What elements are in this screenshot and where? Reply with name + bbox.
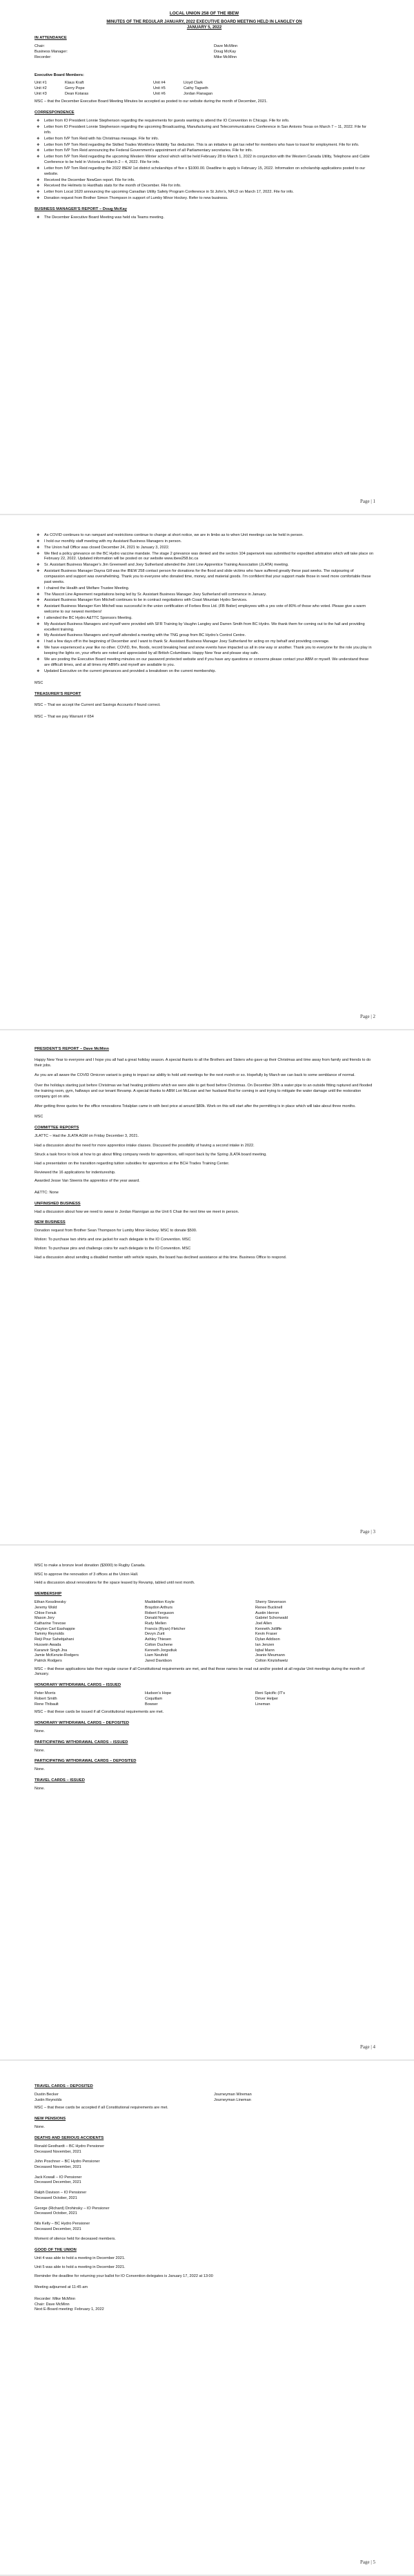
name-entry: Sherry Stevenson bbox=[255, 1600, 286, 1605]
name-entry: Donald Norris bbox=[145, 1616, 169, 1621]
name-entry: Reni Spicific (IT’s bbox=[255, 1691, 286, 1696]
subtitle-line-2: JANUARY 5, 2022 bbox=[186, 26, 222, 30]
page-number: Page | 2 bbox=[359, 1014, 375, 1020]
new-business-item: MSC to approve the renovation of 3 offices at the Union Hall. bbox=[34, 1572, 139, 1577]
name-entry: Jeremy Wold bbox=[34, 1605, 57, 1610]
committee-heading: COMMITTEE REPORTS bbox=[34, 1125, 79, 1130]
bm-report-item: ❖ I attended the BC Hydro A&TTC Sponsors Meeting. bbox=[34, 616, 374, 622]
bm-report-item: ❖ As COVID continues to run rampant and restrictions continue to change at short notice, we are in limbo as to when Unit meetings can be held in person. bbox=[34, 533, 374, 539]
unfinished-text: Had a discussion about how we need to swear in Jordan Flannigan as the Unit 6 Chair the next time we meet in person. bbox=[34, 1209, 239, 1214]
committee-item: Awarded Jesse Van Steenis the apprentice of the year award. bbox=[34, 1179, 140, 1184]
officer-name: Dave McMinn bbox=[214, 44, 238, 49]
section-none-text: None. bbox=[34, 1729, 45, 1734]
travel-deposited-list bbox=[34, 2093, 374, 2103]
president-msc: MSC bbox=[34, 1115, 43, 1119]
page-4 bbox=[0, 1546, 414, 2059]
bm-report-item: ❖ My Assistant Business Managers and myself were provided with SFR Training by Vaughn Langley and Darren Smith from BC Hydro. We thank them for coming out to the hall and providing excellent training. bbox=[34, 622, 374, 633]
correspondence-item: ❖ Letter from IVP Tom Reid regarding the upcoming Western Winter school which will be held February 28 to March 1, 2022 in conjunction with the Western Canada Utility, Telephone and Cable Conference to be held in Victoria on March 2 – 4, 2022. File for info. bbox=[34, 155, 374, 165]
honorary-withdrawal-deposited-heading: HONORARY WITHDRAWAL CARDS – DEPOSITED bbox=[34, 1721, 130, 1726]
name-entry: Ethan Kesslinesky bbox=[34, 1600, 66, 1605]
death-entry bbox=[34, 2144, 374, 2155]
name-entry: Liam Neufeld bbox=[145, 1653, 168, 1658]
death-entry bbox=[34, 2207, 374, 2217]
member-name: Gerry Pope bbox=[65, 86, 85, 90]
name-entry: Peter Morris bbox=[34, 1691, 56, 1696]
abttc-report: A&TTC: None bbox=[34, 1191, 59, 1195]
name-entry: Gabriel Schonwald bbox=[255, 1616, 288, 1621]
good-of-union-line: Unit 5 was able to hold a meeting in December 2021. bbox=[34, 2265, 126, 2269]
president-paragraph: After getting three quotes for the office renovations Totalplan came in with best price at around $80k. Work on this will start after the permitting is in place which will take about three months. bbox=[34, 1104, 356, 1109]
deceased-name: Nils Kelly – BC Hydro Pensioner bbox=[34, 2222, 90, 2227]
name-entry: Coquitlam bbox=[145, 1696, 163, 1701]
correspondence-item: ❖ Letter from IVP Tom Reid regarding the 2022 IBEW 1st district scholarships of five x $1000.00. Deadline to apply is February 15, 2022. Information on scholarship applications posted to our website. bbox=[34, 166, 374, 177]
name-entry: Patrick Rodgers bbox=[34, 1659, 62, 1664]
officer-role: Business Manager: bbox=[34, 50, 68, 55]
page-1 bbox=[0, 0, 414, 514]
page-number: Page | 5 bbox=[359, 2559, 375, 2566]
treasurer-motion-1: MSC – That we accept the Current and Savings Accounts if found correct. bbox=[34, 702, 161, 707]
correspondence-list bbox=[34, 119, 374, 202]
name-entry: Tammy Reynolds bbox=[34, 1632, 64, 1637]
good-of-union-heading: GOOD OF THE UNION bbox=[34, 2248, 77, 2253]
bm-report-item: ❖ The December Executive Board Meeting was held via Teams meeting. bbox=[34, 215, 374, 221]
name-entry: Austin Herron bbox=[255, 1611, 279, 1615]
member-name: Klaus Kraft bbox=[65, 81, 84, 86]
member-name: Dustin Becker bbox=[34, 2092, 59, 2097]
meeting-adjourned: Meeting adjourned at 11:45 am bbox=[34, 2285, 88, 2290]
name-entry: Clayton Carl Eashappie bbox=[34, 1626, 75, 1631]
deceased-name: Ralph Davison – IO Pensioner bbox=[34, 2191, 87, 2195]
death-entry bbox=[34, 2222, 374, 2232]
bm-report-item: ❖ Assistant Business Manager Ken Mitchell continues to be in contract negotiations with Coast Mountain Hydro Services. bbox=[34, 598, 374, 604]
unit-number: Unit #5 bbox=[153, 86, 166, 90]
deceased-date: Deceased November, 2021 bbox=[34, 2164, 81, 2169]
member-name: Cathy Tagseth bbox=[184, 86, 208, 90]
member-trade: Journeyman Lineman bbox=[214, 2097, 251, 2102]
deceased-date: Deceased December, 2021 bbox=[34, 2180, 81, 2185]
subtitle-line-1: MINUTES OF THE REGULAR JANUARY, 2022 EXECUTIVE BOARD MEETING HELD IN LANGLEY ON bbox=[106, 19, 302, 24]
president-heading: PRESIDENT’S REPORT – Dave McMinn bbox=[34, 1047, 109, 1051]
honorary-withdrawal-list bbox=[34, 1691, 374, 1707]
officers-list bbox=[34, 44, 374, 60]
death-entry bbox=[34, 2175, 374, 2186]
name-entry: Francis (Ryan) Fletcher bbox=[145, 1626, 186, 1631]
name-entry: Iqbal Mann bbox=[255, 1648, 275, 1653]
member-name: Lloyd Clark bbox=[184, 81, 203, 86]
bm-report-item: ❖ I hold our monthly staff meeting with my Assistant Business Managers in person. bbox=[34, 539, 374, 545]
name-entry: Rudy Mellen bbox=[145, 1622, 167, 1626]
committee-item: Had a discussion about the need for more apprentice intake classes. Discussed the possibility of having a second intake in 2022. bbox=[34, 1144, 255, 1148]
correspondence-item: ❖ Letter from Local 1620 announcing the upcoming Canadian Utility Safety Program Conference in St John’s, NFLD on March 17, 2022. File for info. bbox=[34, 190, 374, 195]
bm-report-item: ❖ Updated Executive on the current grievances and provided a breakdown on the current membership. bbox=[34, 669, 374, 675]
unit-number: Unit #2 bbox=[34, 86, 47, 90]
bm-report-item: ❖ The Mascot Line Agreement negotiations being led by Sr. Assistant Business Manager Joey Sutherland will commence in January. bbox=[34, 593, 374, 598]
name-entry: Ian Jenzen bbox=[255, 1642, 275, 1647]
bm-report-item: ❖ Sr. Assistant Business Manager’s Jim Greenwell and Joey Sutherland attended the Joint Line Apprentice Training Association (JLATA) meeting. bbox=[34, 563, 374, 568]
name-entry: Kenneth Jorgsdiuk bbox=[145, 1648, 177, 1653]
name-entry: Jared Davidson bbox=[145, 1659, 172, 1664]
president-paragraph: As you are all aware the COVID Omicron variant is going to impact our ability to hold unit meetings for the next month or so. Hopefully by March we can back to some semblance of normal. bbox=[34, 1073, 355, 1078]
deaths-list bbox=[34, 2144, 374, 2233]
correspondence-heading: CORRESPONDENCE bbox=[34, 110, 75, 115]
officer-name: Mike McMinn bbox=[214, 55, 237, 59]
bm-report-heading: BUSINESS MANAGER’S REPORT – Doug McKay bbox=[34, 207, 127, 212]
new-business-item: Motion: To purchase two shirts and one jacket for each delegate to the IO Convention. MSC bbox=[34, 1238, 191, 1242]
bm-report-item: ❖ Assistant Business Manager Dayna Gill was the IBEW 258 contact person for donations for the flood and slide victims who have suffered greatly these past weeks. The outpouring of compassion and support was overwhelming. Thank you to everyone who donated time, money, and material goods. I’m confident that your support made those in need more comfortable these past weeks. bbox=[34, 569, 374, 585]
deceased-date: Deceased December, 2021 bbox=[34, 2227, 81, 2231]
document-title: LOCAL UNION 258 OF THE IBEW bbox=[169, 11, 239, 16]
membership-list bbox=[34, 1600, 374, 1664]
deceased-date: Deceased November, 2021 bbox=[34, 2149, 81, 2154]
good-of-union-line: Reminder the deadline for returning your ballot for IO Convention delegates is January 17, 2022 at 13:00 bbox=[34, 2274, 213, 2278]
name-entry: Kenneth Jolliffe bbox=[255, 1626, 282, 1631]
name-entry: Devyn Zurit bbox=[145, 1632, 165, 1637]
board-members bbox=[34, 81, 374, 97]
participating-issued-heading: PARTICIPATING WITHDRAWAL CARDS – ISSUED bbox=[34, 1740, 128, 1744]
name-entry: Mason Jory bbox=[34, 1616, 55, 1621]
deceased-date: Deceased October, 2021 bbox=[34, 2195, 77, 2200]
travel-deposited-heading: TRAVEL CARDS – DEPOSITED bbox=[34, 2084, 93, 2088]
section-none-text: None. bbox=[34, 1787, 45, 1791]
pensions-text: None. bbox=[34, 2125, 45, 2130]
name-entry: Renee Bucknell bbox=[255, 1605, 283, 1610]
unit-number: Unit #6 bbox=[153, 91, 166, 96]
name-entry: Driver Helper bbox=[255, 1696, 278, 1701]
treasurer-heading: TREASURER’S REPORT bbox=[34, 691, 81, 696]
name-entry: Dylan Addison bbox=[255, 1637, 280, 1642]
correspondence-item: ❖ Received the Helmets to Hardhats stats for the month of December. File for info. bbox=[34, 184, 374, 189]
committee-item: Struck a task force to look at how to go about filling company needs for apprentices, will report back by the Spring JLATA board meeting. bbox=[34, 1153, 267, 1157]
president-paragraph: Happy New Year to everyone and I hope you all had a great holiday season. A special thanks to all the Brothers and Sisters who gave up their Christmas and time away from family and friends to do their jobs. bbox=[34, 1057, 371, 1068]
unit-number: Unit #1 bbox=[34, 81, 47, 86]
new-business-item: MSC to make a bronze level donation ($3000) to Rugby Canada. bbox=[34, 1564, 146, 1568]
page-number: Page | 1 bbox=[359, 499, 375, 505]
officer-name: Doug McKay bbox=[214, 50, 237, 55]
page-number: Page | 4 bbox=[359, 2044, 375, 2050]
chair-signoff: Chair: Dave McMinn bbox=[34, 2302, 70, 2307]
name-entry: Braydon Arthurs bbox=[145, 1605, 173, 1610]
bm-report-item: ❖ The Union hall Office was closed December 24, 2021 to January 3, 2022. bbox=[34, 546, 374, 551]
name-entry: Bowser bbox=[145, 1702, 158, 1707]
bm-report-item: ❖ We have experienced a year like no other. COVID, fire, floods, record breaking heat and snow events have impacted us all in one way or another. Thank you to everyone for the role you play in keeping the lights on, your efforts are noted and appreciated by all British Columbians. Happy New Year and please stay safe. bbox=[34, 646, 374, 656]
page-3 bbox=[0, 1030, 414, 1544]
bm-report-msc: MSC bbox=[34, 681, 43, 686]
name-entry: Jeanie Meumann bbox=[255, 1653, 285, 1658]
correspondence-item: ❖ Letter from IO President Lonnie Stephenson regarding the upcoming Broadcasting, Manufacturing and Telecommunications Conference in San Antonio Texas on March 7 – 11, 2022. File for info. bbox=[34, 125, 374, 135]
name-entry: Maddeliton Koyle bbox=[145, 1600, 175, 1605]
name-entry: Ashley Thiesen bbox=[145, 1637, 172, 1642]
moment-of-silence: Moment of silence held for deceased members. bbox=[34, 2237, 116, 2242]
name-entry: Colton Kinzishwetz bbox=[255, 1659, 288, 1664]
page-5 bbox=[0, 2061, 414, 2575]
member-name: Justin Reynolds bbox=[34, 2097, 62, 2102]
correspondence-item: ❖ Letter from IO President Lonnie Stephenson regarding the requirements for guests wanting to attend the IO Convention in Chicago. File for info. bbox=[34, 119, 374, 124]
next-meeting: Next E-Board meeting: February 1, 2022 bbox=[34, 2307, 104, 2312]
name-entry: Robert Ferguson bbox=[145, 1611, 174, 1615]
deceased-name: Jack Kowall – IO Pensioner bbox=[34, 2175, 82, 2180]
pensions-heading: NEW PENSIONS bbox=[34, 2117, 66, 2122]
bm-report-item: ❖ I chaired the Health and Welfare Trustee Meeting. bbox=[34, 586, 374, 592]
member-name: Dean Kotaras bbox=[65, 91, 89, 96]
membership-heading: MEMBERSHIP bbox=[34, 1592, 62, 1597]
travel-deposited-motion: MSC – that these cards be accepted if all Constitutional requirements are met. bbox=[34, 2106, 168, 2111]
correspondence-item: ❖ Received the December NewGen report. File for info. bbox=[34, 178, 374, 184]
bm-report-item: ❖ My Assistant Business Managers and myself attended a meeting with the TNG group from BC Hydro’s Control Centre. bbox=[34, 633, 374, 639]
name-entry: Jamie McKenzie-Rodgers bbox=[34, 1653, 79, 1658]
unfinished-heading: UNFINISHED BUSINESS bbox=[34, 1201, 81, 1206]
name-entry: Lineman bbox=[255, 1702, 270, 1707]
deceased-name: George (Richard) Drohinsky – IO Pensioner bbox=[34, 2206, 110, 2211]
recorder-signoff: Recorder: Mike McMinn bbox=[34, 2297, 76, 2302]
bm-report-list bbox=[34, 533, 374, 674]
name-entry: Colton Duchene bbox=[145, 1642, 173, 1647]
member-name: Jordan Flanagan bbox=[184, 91, 213, 96]
member-trade: Journeyman Wireman bbox=[214, 2092, 252, 2097]
good-of-union-line: Unit 4 was able to hold a meeting in December 2021. bbox=[34, 2256, 126, 2261]
deceased-name: John Poschner – BC Hydro Pensioner bbox=[34, 2160, 100, 2164]
new-business-item: Held a discussion about renovations for the space leased by Revamp, tabled until next month. bbox=[34, 1581, 195, 1586]
name-entry: Kevin Fraser bbox=[255, 1632, 277, 1637]
name-entry: Hussein Awada bbox=[34, 1642, 61, 1647]
deceased-date: Deceased October, 2021 bbox=[34, 2211, 77, 2216]
death-entry bbox=[34, 2160, 374, 2170]
bm-report-item: ❖ Assistant Business Manager Ken Mitchell was successful in the union certification of Forbes Bros Ltd. (FB Boiler) employees with a yes vote of 80% of those who voted. Please give a warm welcome to our newest members! bbox=[34, 604, 374, 615]
correspondence-item: ❖ Letter from IVP Tom Reid regarding the Skilled Trades Workforce Mobility Tax deduction. This is an initiative to get tax relief for members who have to travel for employment. File for info. bbox=[34, 143, 374, 148]
new-business-item: Donation request from Brother Sean Thompson for Lumby Minor Hockey. MSC to donate $500. bbox=[34, 1229, 197, 1233]
unit-number: Unit #3 bbox=[34, 91, 47, 96]
page-number: Page | 3 bbox=[359, 1529, 375, 1535]
bm-intro-list bbox=[34, 215, 374, 221]
minutes-motion: MSC – that the December Executive Board Meeting Minutes be accepted as posted to our website during the month of December, 2021. bbox=[34, 99, 268, 104]
attendance-heading: IN ATTENDANCE bbox=[34, 36, 67, 41]
name-entry: Hudson’s Hope bbox=[145, 1691, 172, 1696]
deceased-name: Ronald Gesthardt – BC Hydro Pensioner bbox=[34, 2144, 105, 2149]
unit-number: Unit #4 bbox=[153, 81, 166, 86]
bm-report-item: ❖ We filed a policy grievance on the BC Hydro vaccine mandate. The stage 2 grievance was denied and the section 104 paperwork was submitted for expedited arbitration which will take place on February 22, 2022. Updated information will be posted on our website www.ibew258.bc.ca bbox=[34, 552, 374, 562]
honorary-withdrawal-issued-heading: HONORARY WITHDRAWAL CARDS – ISSUED bbox=[34, 1683, 121, 1688]
officer-role: Recorder: bbox=[34, 55, 52, 59]
name-entry: Katharine Trevose bbox=[34, 1622, 66, 1626]
correspondence-item: ❖ Donation request from Brother Simon Thompson in support of Lumby Minor Hockey. Refer to new business. bbox=[34, 196, 374, 202]
name-entry: Reiji Pour Sahebjahani bbox=[34, 1637, 74, 1642]
section-none-text: None. bbox=[34, 1767, 45, 1772]
death-entry bbox=[34, 2191, 374, 2201]
membership-motion: MSC – that these applications take their regular course if all Constitutional requirements are met, and that these names be read out and/or posted at all regular Unit meetings during the month of January. bbox=[34, 1666, 365, 1677]
treasurer-motion-2: MSC – That we pay Warrant # 654 bbox=[34, 714, 94, 719]
bm-report-item: ❖ I had a few days off in the beginning of December and I want to thank Sr. Assistant Business Manager Joey Sutherland for acting on my behalf and providing coverage. bbox=[34, 640, 374, 645]
page-2 bbox=[0, 515, 414, 1029]
bm-report-item: ❖ We are posting the Executive Board meeting minutes on our password protected website and if you have any questions or concerns please contact your ABM or myself. We understand these are difficult times, and at all times my ABM’s and myself are available to you. bbox=[34, 657, 374, 668]
name-entry: Chloe Fenuk bbox=[34, 1611, 57, 1615]
name-entry: Robert Smith bbox=[34, 1696, 57, 1701]
officer-role: Chair: bbox=[34, 44, 45, 49]
correspondence-item: ❖ Letter from IVP Tom Reid with his Christmas message. File for info. bbox=[34, 137, 374, 142]
correspondence-item: ❖ Letter from IVP Tom Reid announcing the Federal Government’s appointment of all Parliamentary secretaries. File for info. bbox=[34, 148, 374, 154]
document-subtitle bbox=[34, 19, 374, 31]
committee-item: JLATTC – Had the JLATA AGM on Friday December 3, 2021. bbox=[34, 1133, 139, 1138]
travel-issued-heading: TRAVEL CARDS – ISSUED bbox=[34, 1778, 85, 1783]
new-business-item: Motion: To purchase pins and challenge coins for each delegate to the IO Convention. MSC bbox=[34, 1246, 191, 1251]
committee-item: Reviewed the 16 applications for indentureship. bbox=[34, 1170, 116, 1175]
new-business-heading: NEW BUSINESS bbox=[34, 1220, 66, 1225]
section-none-text: None. bbox=[34, 1748, 45, 1753]
participating-deposited-heading: PARTICIPATING WITHDRAWAL CARDS – DEPOSITED bbox=[34, 1759, 137, 1764]
name-entry: Rene Thibault bbox=[34, 1702, 59, 1707]
deaths-heading: DEATHS AND SERIOUS ACCIDENTS bbox=[34, 2135, 104, 2140]
name-entry: Karanvir Singh Jna bbox=[34, 1648, 68, 1653]
name-entry: Joel Allen bbox=[255, 1622, 272, 1626]
committee-item: Had a presentation on the transition regarding tuition subsidies for apprentices at the BCH Trades Training Center. bbox=[34, 1161, 230, 1166]
honorary-withdrawal-motion: MSC – that these cards be issued if all Constitutional requirements are met. bbox=[34, 1710, 164, 1715]
president-paragraph: Over the holidays starting just before Christmas we had heating problems which we were able to get fixed before Christmas. On December 30th a water pipe to an outside fitting ruptured and flooded the training room, gym, hallways and our tenant Revamp. A special thanks to ABM Lori McLean and her husband Rod for coming in and trying to mitigate the water damage until the restoration company got on site. bbox=[34, 1084, 373, 1099]
new-business-item: Had a discussion about sending a disabled member with vehicle repairs, the board has declined assistance at this time. Business Office to respond. bbox=[34, 1255, 287, 1260]
board-heading: Executive Board Members: bbox=[34, 73, 84, 77]
